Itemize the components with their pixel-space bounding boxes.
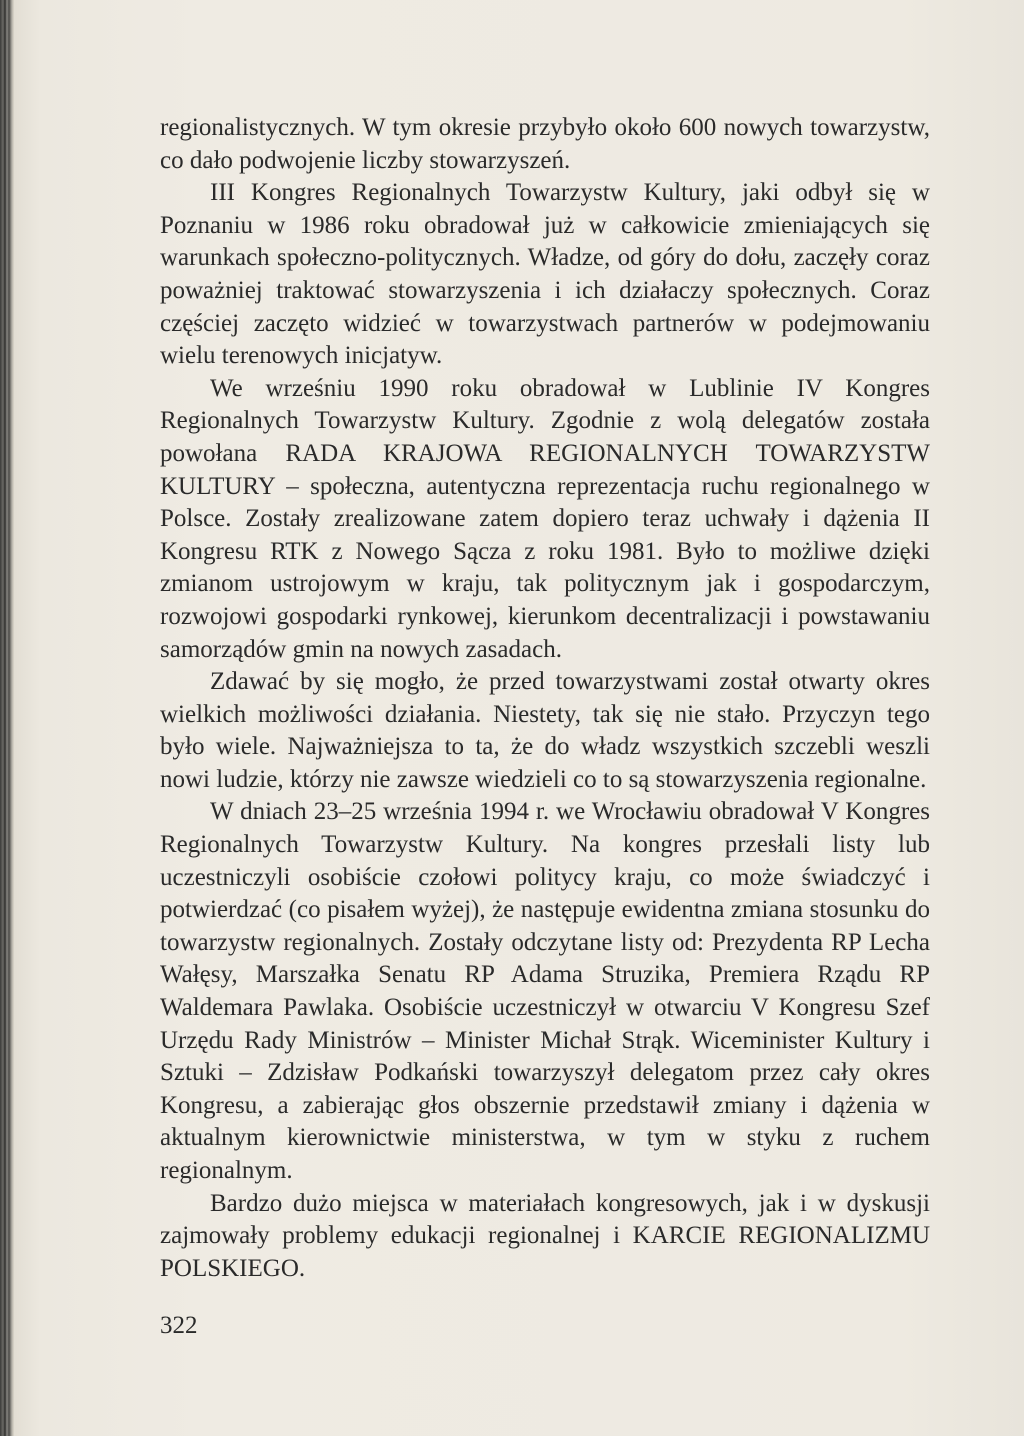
- paragraph-3: We wrześniu 1990 roku obradował w Lublinie IV Kongres Regionalnych Towarzystw Kultury. Zgodnie z wolą delegatów została powołana RADA KRAJOWA REGIONALNYCH TOWARZYSTW KULTURY – społeczna, autentyczna reprezentacja ruchu regionalnego w Polsce. Zostały zrealizowane zatem dopiero teraz uchwały i dążenia II Kongresu RTK z Nowego Sącza z roku 1981. Było to możliwe dzięki zmianom ustrojowym w kraju, tak politycznym jak i gospodarczym, rozwojowi gospodarki rynkowej, kierunkom decentralizacji i powstawaniu samorządów gmin na nowych zasadach.: [160, 374, 930, 663]
- page-number: 322: [160, 1312, 198, 1339]
- paragraph-5: W dniach 23–25 września 1994 r. we Wrocławiu obradował V Kongres Regionalnych Towarzystw Kultury. Na kongres przesłali listy lub uczestniczyli osobiście czołowi politycy kraju, co może świadczyć i potwierdzać (co pisałem wyżej), że następuje ewidentna zmiana stosunku do towarzystw regionalnych. Zostały odczytane listy od: Prezydenta RP Lecha Wałęsy, Marszałka Senatu RP Adama Struzika, Premiera Rządu RP Waldemara Pawlaka. Osobiście uczestniczył w otwarciu V Kongresu Szef Urzędu Rady Ministrów – Minister Michał Strąk. Wiceminister Kultury i Sztuki – Zdzisław Podkański towarzyszył delegatom przez cały okres Kongresu, a zabierając głos obszernie przedstawił zmiany i dążenia w aktualnym kierownictwie ministerstwa, w tym w styku z ruchem regionalnym.: [160, 798, 930, 1184]
- body-text: [160, 112, 930, 1285]
- paragraph-1: regionalistycznych. W tym okresie przybyło około 600 nowych towarzystw, co dało podwojenie liczby stowarzyszeń.: [160, 114, 930, 174]
- paragraph-6: Bardzo dużo miejsca w materiałach kongresowych, jak i w dyskusji zajmowały problemy edukacji regionalnej i KARCIE REGIONALIZMU POLSKIEGO.: [160, 1189, 930, 1282]
- paragraph-4: Zdawać by się mogło, że przed towarzystwami został otwarty okres wielkich możliwości działania. Niestety, tak się nie stało. Przyczyn tego było wiele. Najważniejsza to ta, że do władz wszystkich szczebli weszli nowi ludzie, którzy nie zawsze wiedzieli co to są stowarzyszenia regionalne.: [160, 668, 930, 793]
- paragraph-2: III Kongres Regionalnych Towarzystw Kultury, jaki odbył się w Poznaniu w 1986 roku obradował już w całkowicie zmieniających się warunkach społeczno-politycznych. Władze, od góry do dołu, zaczęły coraz poważniej traktować stowarzyszenia i ich działaczy społecznych. Coraz częściej zaczęto widzieć w towarzystwach partnerów w podejmowaniu wielu terenowych inicjatyw.: [160, 179, 930, 370]
- book-binding-edge: [0, 0, 14, 1436]
